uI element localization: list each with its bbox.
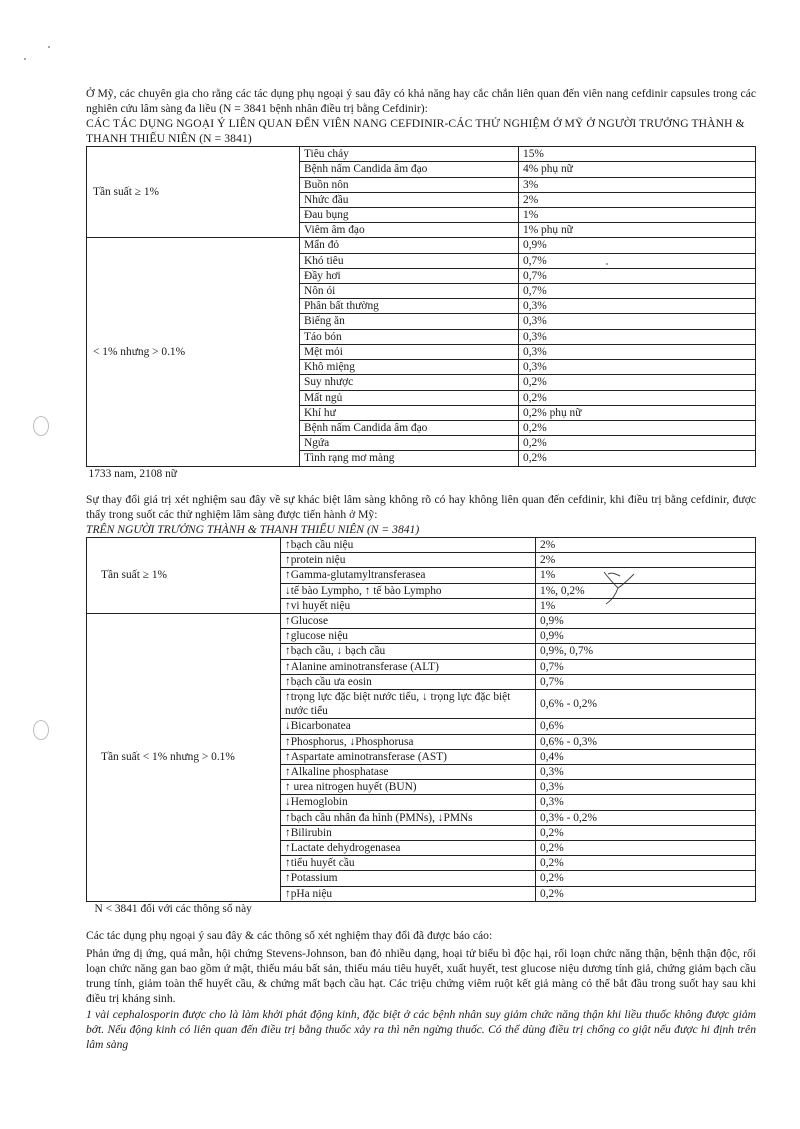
test-cell: ↑bạch cầu, ↓ bạch cầu — [281, 644, 536, 659]
value-cell: 0,9% — [536, 613, 756, 628]
value-cell: 0,2% — [519, 375, 756, 390]
value-cell: 0,9% — [519, 238, 756, 253]
value-cell: 2% — [519, 192, 756, 207]
value-cell: 0,7% — [536, 674, 756, 689]
value-cell: 0,6% — [536, 719, 756, 734]
value-cell: 0,2% — [536, 871, 756, 886]
effect-cell: Mất ngủ — [300, 390, 519, 405]
value-cell: 15% — [519, 147, 756, 162]
test-cell: ↑ urea nitrogen huyết (BUN) — [281, 780, 536, 795]
value-cell: 0,9% — [536, 629, 756, 644]
value-cell: 0,2% — [536, 840, 756, 855]
table-row — [87, 613, 756, 628]
value-cell: 1% — [536, 598, 756, 613]
value-cell: 0,3% — [536, 764, 756, 779]
intro-paragraph: Ở Mỹ, các chuyên gia cho rằng các tác dụng phụ ngoại ý sau đây có khả năng hay cắc chắn liên quan đến viên nang cefdinir capsules trong các nghiên cứu lâm sàng đa liều (N = 3841 bệnh nhân điều trị bằng Cefdinir): — [86, 87, 756, 116]
effect-cell: Bệnh nấm Candida âm đạo — [300, 420, 519, 435]
value-cell: 0,3% — [519, 329, 756, 344]
value-cell: 1% phụ nữ — [519, 223, 756, 238]
value-cell: 0,2% phụ nữ — [519, 405, 756, 420]
value-cell: 0,2% — [519, 390, 756, 405]
test-cell: ↑Bilirubin — [281, 825, 536, 840]
test-cell: ↑bạch cầu niệu — [281, 537, 536, 552]
group-label: Tần suất ≥ 1% — [87, 147, 300, 238]
effect-cell: Phân bất thường — [300, 299, 519, 314]
group-label: Tần suất < 1% nhưng > 0.1% — [87, 613, 281, 901]
test-cell: ↓Bicarbonatea — [281, 719, 536, 734]
value-cell: 0,3% — [519, 299, 756, 314]
test-cell: ↑Potassium — [281, 871, 536, 886]
value-cell: 0,3% — [536, 780, 756, 795]
test-cell: ↑Glucose — [281, 613, 536, 628]
value-cell: 0,3% — [536, 795, 756, 810]
effect-cell: Khô miệng — [300, 360, 519, 375]
value-cell: 1%, 0,2% — [536, 583, 756, 598]
value-cell: 0,3% — [519, 314, 756, 329]
effect-cell: Táo bón — [300, 329, 519, 344]
scan-speck — [24, 58, 26, 60]
value-cell: 0,6% - 0,3% — [536, 734, 756, 749]
value-cell: 0,2% — [536, 886, 756, 901]
test-cell: ↑Alanine aminotransferase (ALT) — [281, 659, 536, 674]
value-cell: 0,6% - 0,2% — [536, 689, 756, 718]
value-cell: 0,7% — [519, 268, 756, 283]
value-cell: 0,2% — [536, 856, 756, 871]
effect-cell: Buồn nôn — [300, 177, 519, 192]
value-cell: 0,3% - 0,2% — [536, 810, 756, 825]
effect-cell: Ngứa — [300, 436, 519, 451]
lab-changes-intro: Sự thay đổi giá trị xét nghiệm sau đây về sự khác biệt lâm sàng không rõ có hay không liên quan đến cefdinir, khi điều trị bằng cefdinir, được thấy trong suốt các thử nghiệm lâm sàng được tiến hành ở Mỹ: — [86, 492, 756, 521]
value-cell: 2% — [536, 537, 756, 552]
value-cell: 0,7% — [519, 253, 756, 268]
table-footnote: 1733 nam, 2108 nữ — [87, 466, 756, 481]
table1-title: CÁC TÁC DỤNG NGOẠI Ý LIÊN QUAN ĐẾN VIÊN NANG CEFDINIR-CÁC THỬ NGHIỆM Ở MỸ Ở NGƯỜI TRƯỞNG THÀNH & THANH THIẾU NIÊN (N = 3841) — [86, 117, 745, 146]
value-cell: 0,3% — [519, 344, 756, 359]
test-cell: ↑tiểu huyết cầu — [281, 856, 536, 871]
test-cell: ↑glucose niệu — [281, 629, 536, 644]
group-label: < 1% nhưng > 0.1% — [87, 238, 300, 466]
value-cell: 1% — [519, 208, 756, 223]
group-label: Tần suất ≥ 1% — [87, 537, 281, 613]
effect-cell: Mệt mỏi — [300, 344, 519, 359]
value-cell: 0,7% — [519, 284, 756, 299]
effect-cell: Tình rạng mơ màng — [300, 451, 519, 466]
test-cell: ↑trọng lực đặc biệt nước tiểu, ↓ trọng lực đặc biệt nước tiểu — [281, 689, 536, 718]
effect-cell: Khí hư — [300, 405, 519, 420]
document-content — [86, 86, 756, 1052]
reported-body: Phản ứng dị ứng, quá mẫn, hội chứng Stevens-Johnson, ban đỏ nhiều dạng, hoại tử biểu bì độc hại, rối loạn chức năng thận, bệnh thận độc, rối loạn chức năng gan bao gồm ứ mật, thiếu máu bất sản, thiếu máu tiêu huyết, xuất huyết, test glucose niệu dương tính giả, chứng giảm bạch cầu trung tính, giảm toàn thể huyết cầu, & chứng mất bạch cầu hạt. Các triệu chứng viêm ruột kết giả màng có thể bắt đầu trong suốt hay sau khi điều trị kháng sinh. — [86, 947, 756, 1006]
effect-cell: Tiêu chảy — [300, 147, 519, 162]
test-cell: ↑pHa niệu — [281, 886, 536, 901]
table-row — [87, 147, 756, 162]
italic-note: 1 vài cephalosporin được cho là làm khởi phát động kinh, đặc biệt ở các bệnh nhân suy giảm chức năng thận khi liều thuốc không được giảm bớt. Nếu động kinh có liên quan đến điều trị bằng thuốc xảy ra thì nên ngừng thuốc. Có thể dùng điều trị chống co giật nếu được hi định trên lâm sàng — [86, 1008, 756, 1052]
table-footnote: N < 3841 đối với các thông số này — [87, 901, 756, 916]
test-cell: ↓Hemoglobin — [281, 795, 536, 810]
value-cell: 0,3% — [519, 360, 756, 375]
table2-title: TRÊN NGƯỜI TRƯỞNG THÀNH & THANH THIẾU NIÊN (N = 3841) — [86, 522, 420, 536]
reported-heading: Các tác dụng phụ ngoại ý sau đây & các thông số xét nghiệm thay đổi đã được báo cáo: — [86, 928, 493, 942]
table-row — [87, 238, 756, 253]
effect-cell: Mẩn đỏ — [300, 238, 519, 253]
punch-hole-mark — [33, 416, 49, 436]
effect-cell: Khó tiêu — [300, 253, 519, 268]
value-cell: 4% phụ nữ — [519, 162, 756, 177]
value-cell: 3% — [519, 177, 756, 192]
value-cell: 0,4% — [536, 749, 756, 764]
test-cell: ↑bạch cầu ưa eosin — [281, 674, 536, 689]
effect-cell: Đầy hơi — [300, 268, 519, 283]
table-footnote-row — [87, 466, 756, 481]
test-cell: ↑protein niệu — [281, 553, 536, 568]
test-cell: ↓tế bào Lympho, ↑ tế bào Lympho — [281, 583, 536, 598]
test-cell: ↑bạch cầu nhân đa hình (PMNs), ↓PMNs — [281, 810, 536, 825]
value-cell: 0,2% — [519, 420, 756, 435]
value-cell: 0,9%, 0,7% — [536, 644, 756, 659]
effect-cell: Bệnh nấm Candida âm đạo — [300, 162, 519, 177]
effect-cell: Đau bụng — [300, 208, 519, 223]
effect-cell: Suy nhược — [300, 375, 519, 390]
test-cell: ↑Lactate dehydrogenasea — [281, 840, 536, 855]
test-cell: ↑Aspartate aminotransferase (AST) — [281, 749, 536, 764]
test-cell: ↑Phosphorus, ↓Phosphorusa — [281, 734, 536, 749]
value-cell: 2% — [536, 553, 756, 568]
effect-cell: Biếng ăn — [300, 314, 519, 329]
value-cell: 0,7% — [536, 659, 756, 674]
test-cell: ↑Gamma-glutamyltransferasea — [281, 568, 536, 583]
adverse-effects-table — [86, 146, 756, 480]
value-cell: 1% — [536, 568, 756, 583]
test-cell: ↑Alkaline phosphatase — [281, 764, 536, 779]
punch-hole-mark — [33, 720, 49, 740]
value-cell: 0,2% — [536, 825, 756, 840]
lab-changes-table — [86, 537, 756, 916]
effect-cell: Viêm âm đạo — [300, 223, 519, 238]
table-footnote-row — [87, 901, 756, 916]
value-cell: 0,2% — [519, 451, 756, 466]
effect-cell: Nôn ói — [300, 284, 519, 299]
test-cell: ↑vi huyết niệu — [281, 598, 536, 613]
scan-speck — [48, 46, 50, 48]
effect-cell: Nhức đầu — [300, 192, 519, 207]
table-row — [87, 537, 756, 552]
value-cell: 0,2% — [519, 436, 756, 451]
